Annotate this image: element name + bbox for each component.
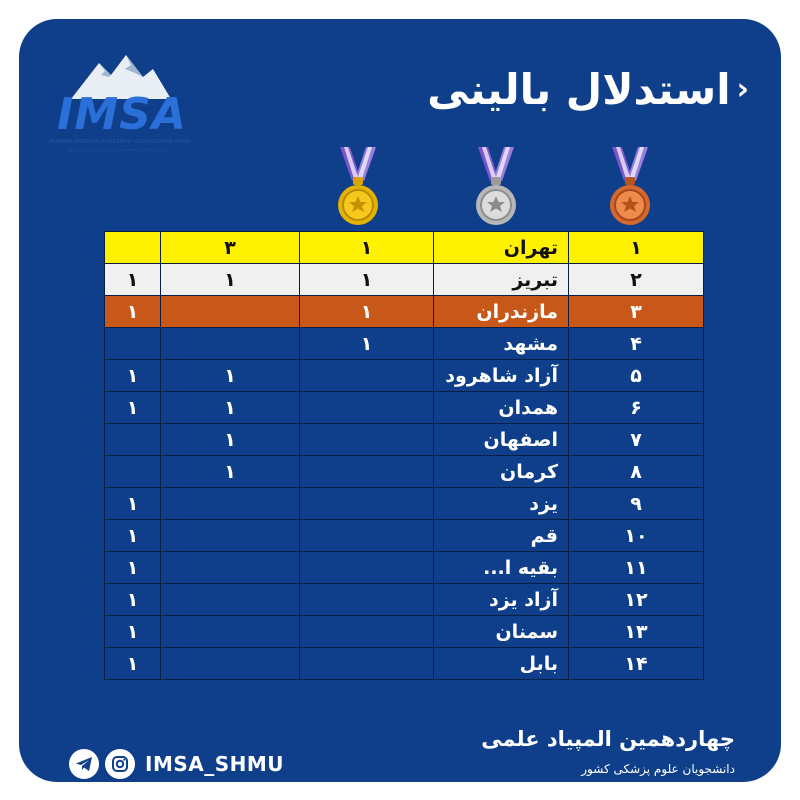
- gold-count-cell: [300, 520, 434, 552]
- rank-cell: ۱۳: [569, 616, 704, 648]
- silver-count-cell: ۱: [161, 392, 300, 424]
- silver-count-cell: ۱: [161, 424, 300, 456]
- rank-cell: ۸: [569, 456, 704, 488]
- silver-count-cell: [161, 552, 300, 584]
- table-row: [105, 360, 704, 392]
- gold-count-cell: [300, 552, 434, 584]
- gold-count-cell: ۱: [300, 264, 434, 296]
- rank-cell: ۲: [569, 264, 704, 296]
- gold-count-cell: ۱: [300, 232, 434, 264]
- rank-cell: ۱: [569, 232, 704, 264]
- gold-count-cell: [300, 648, 434, 680]
- university-name-cell: آزاد شاهرود: [434, 360, 569, 392]
- table-row: [105, 424, 704, 456]
- university-name-cell: آزاد یزد: [434, 584, 569, 616]
- silver-count-cell: [161, 328, 300, 360]
- silver-count-cell: ۱: [161, 264, 300, 296]
- silver-count-cell: [161, 616, 300, 648]
- university-name-cell: قم: [434, 520, 569, 552]
- gold-count-cell: [300, 424, 434, 456]
- silver-count-cell: [161, 296, 300, 328]
- bronze-count-cell: ۱: [105, 616, 161, 648]
- silver-count-cell: [161, 488, 300, 520]
- university-name-cell: بقیه ا...: [434, 552, 569, 584]
- table-row: [105, 232, 704, 264]
- footer-event-title: چهاردهمین المپیاد علمی: [481, 727, 735, 751]
- rank-cell: ۹: [569, 488, 704, 520]
- university-name-cell: مازندران: [434, 296, 569, 328]
- silver-count-cell: ۳: [161, 232, 300, 264]
- table-row: [105, 296, 704, 328]
- chevron-left-icon: ‹: [736, 72, 749, 107]
- university-name-cell: همدان: [434, 392, 569, 424]
- table-row: [105, 488, 704, 520]
- university-name-cell: کرمان: [434, 456, 569, 488]
- rank-cell: ۷: [569, 424, 704, 456]
- rank-cell: ۱۲: [569, 584, 704, 616]
- gold-count-cell: [300, 488, 434, 520]
- table-row: [105, 456, 704, 488]
- silver-count-cell: ۱: [161, 360, 300, 392]
- results-table: [104, 231, 704, 680]
- bronze-count-cell: ۱: [105, 552, 161, 584]
- table-row: [105, 552, 704, 584]
- page-title-text: استدلال بالینی: [427, 65, 731, 114]
- gold-count-cell: [300, 456, 434, 488]
- bronze-count-cell: ۱: [105, 584, 161, 616]
- logo-wordmark: IMSA: [57, 89, 187, 140]
- rank-cell: ۱۱: [569, 552, 704, 584]
- footer-event-subtitle: دانشجویان علوم پزشکی کشور: [581, 762, 735, 776]
- silver-count-cell: ۱: [161, 456, 300, 488]
- instagram-icon[interactable]: [105, 749, 135, 779]
- university-name-cell: یزد: [434, 488, 569, 520]
- bronze-count-cell: [105, 424, 161, 456]
- table-row: [105, 264, 704, 296]
- gold-count-cell: [300, 616, 434, 648]
- table-row: [105, 584, 704, 616]
- gold-count-cell: [300, 360, 434, 392]
- logo-subtitle-fa: انجمن علمی دانشجویی پزشکی ایران - شاهرود: [67, 147, 166, 153]
- bronze-count-cell: ۱: [105, 264, 161, 296]
- page-title: [427, 65, 749, 114]
- rank-cell: ۶: [569, 392, 704, 424]
- university-name-cell: اصفهان: [434, 424, 569, 456]
- bronze-count-cell: ۱: [105, 296, 161, 328]
- table-row: [105, 328, 704, 360]
- bronze-count-cell: ۱: [105, 648, 161, 680]
- gold-count-cell: [300, 392, 434, 424]
- gold-count-cell: ۱: [300, 328, 434, 360]
- rank-cell: ۳: [569, 296, 704, 328]
- poster-card: [19, 19, 781, 782]
- gold-count-cell: ۱: [300, 296, 434, 328]
- silver-count-cell: [161, 520, 300, 552]
- university-name-cell: بابل: [434, 648, 569, 680]
- bronze-count-cell: ۱: [105, 392, 161, 424]
- table-row: [105, 648, 704, 680]
- rank-cell: ۱۴: [569, 648, 704, 680]
- bronze-count-cell: [105, 328, 161, 360]
- bronze-count-cell: ۱: [105, 360, 161, 392]
- rank-cell: ۵: [569, 360, 704, 392]
- results-table-body: [105, 232, 704, 680]
- rank-cell: ۴: [569, 328, 704, 360]
- table-row: [105, 616, 704, 648]
- university-name-cell: تهران: [434, 232, 569, 264]
- bronze-count-cell: [105, 456, 161, 488]
- bronze-count-cell: ۱: [105, 520, 161, 552]
- silver-count-cell: [161, 584, 300, 616]
- rank-cell: ۱۰: [569, 520, 704, 552]
- university-name-cell: مشهد: [434, 328, 569, 360]
- university-name-cell: سمنان: [434, 616, 569, 648]
- gold-count-cell: [300, 584, 434, 616]
- bronze-count-cell: ۱: [105, 488, 161, 520]
- silver-count-cell: [161, 648, 300, 680]
- social-handle[interactable]: IMSA_SHMU: [145, 752, 285, 776]
- bronze-count-cell: [105, 232, 161, 264]
- logo-subtitle-en: IRANIAN MEDICAL STUDENTS' ASSOCIATION-SHMU: [49, 139, 192, 145]
- table-row: [105, 520, 704, 552]
- social-links: [69, 749, 284, 779]
- imsa-logo: [49, 53, 192, 153]
- university-name-cell: تبریز: [434, 264, 569, 296]
- telegram-icon[interactable]: [69, 749, 99, 779]
- table-row: [105, 392, 704, 424]
